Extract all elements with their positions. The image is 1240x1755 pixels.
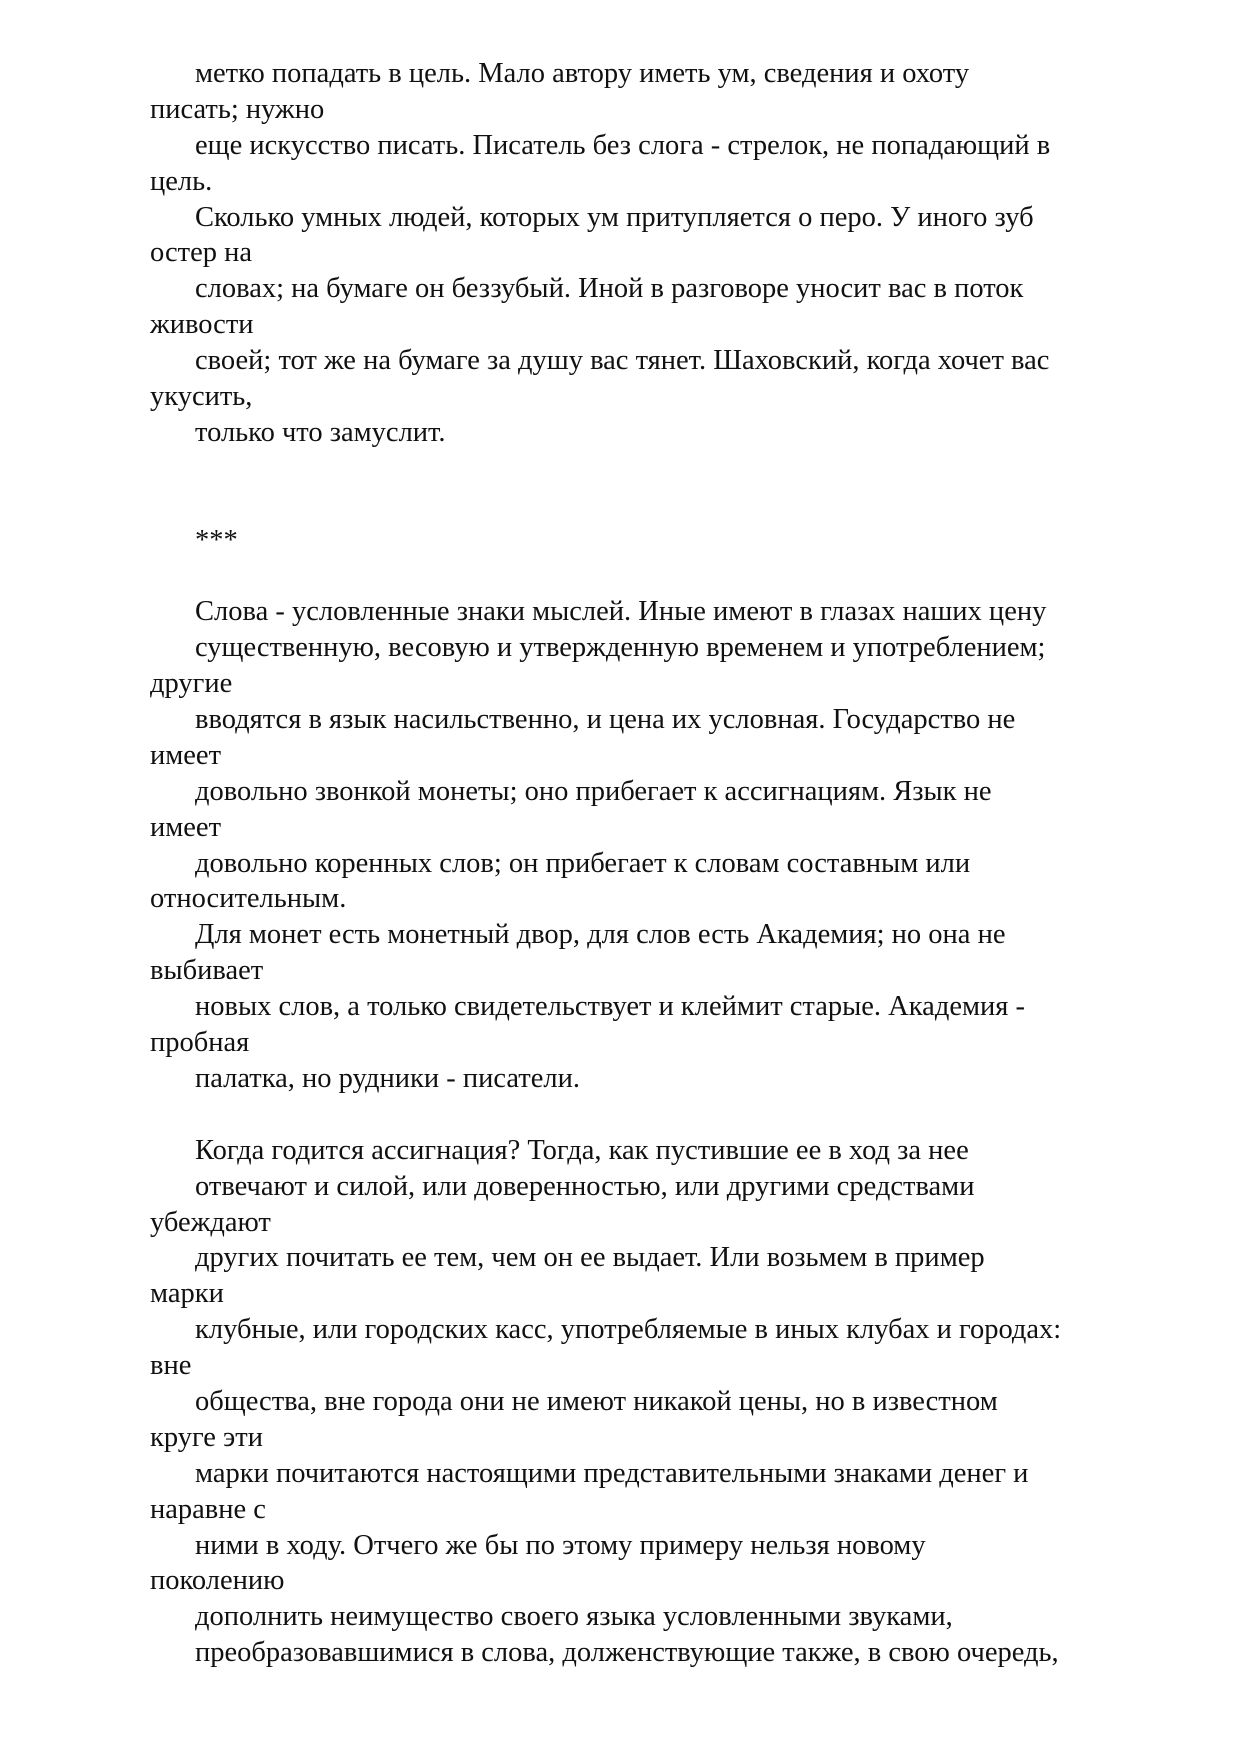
text-line: новых слов, а только свидетельствует и клеймит старые. Академия - [195, 991, 1025, 1023]
paragraph-section-3 [150, 1133, 1160, 1671]
text-line: другие [150, 668, 233, 700]
text-line: Для монет есть монетный двор, для слов есть Академия; но она не [195, 919, 1006, 951]
text-line: ними в ходу. Отчего же бы по этому примеру нельзя новому [195, 1529, 926, 1561]
text-line: вне [150, 1350, 192, 1382]
paragraph-section-1 [150, 56, 1160, 451]
text-line: круге эти [150, 1421, 263, 1453]
text-line: марки [150, 1278, 224, 1310]
text-line: Слова - условленные знаки мыслей. Иные имеют в глазах наших цену [195, 596, 1047, 628]
text-line: только что замуслит. [195, 416, 446, 448]
blank-line [150, 451, 1160, 487]
text-line: живости [150, 309, 254, 341]
text-line: палатка, но рудники - писатели. [195, 1062, 580, 1094]
text-line: словах; на бумаге он беззубый. Иной в разговоре уносит вас в поток [195, 273, 1024, 305]
text-line: метко попадать в цель. Мало автору иметь ум, сведения и охоту [195, 58, 970, 89]
blank-line [150, 487, 1160, 523]
text-line: цель. [150, 165, 213, 197]
section-separator: *** [195, 524, 238, 556]
blank-line [150, 1097, 1160, 1133]
text-line: еще искусство писать. Писатель без слога - стрелок, не попадающий в [195, 129, 1051, 161]
text-line: преобразовавшимися в слова, долженствующие также, в свою очередь, [195, 1637, 1059, 1669]
text-line: имеет [150, 811, 222, 843]
text-line: укусить, [150, 381, 253, 413]
text-line: марки почитаются настоящими представительными знаками денег и [195, 1457, 1029, 1489]
text-line: существенную, весовую и утвержденную временем и употреблением; [195, 632, 1046, 664]
text-line: общества, вне города они не имеют никакой цены, но в известном [195, 1385, 998, 1417]
text-line: других почитать ее тем, чем он ее выдает. Или возьмем в пример [195, 1242, 985, 1274]
text-line: имеет [150, 739, 222, 771]
text-line: наравне с [150, 1493, 266, 1525]
text-line: писать; нужно [150, 93, 325, 125]
text-line: относительным. [150, 883, 347, 915]
text-line: убеждают [150, 1206, 271, 1238]
text-line: довольно звонкой монеты; оно прибегает к ассигнациям. Язык не [195, 775, 992, 807]
text-line: клубные, или городских касс, употребляемые в иных клубах и городах: [195, 1314, 1062, 1346]
text-line: вводятся в язык насильственно, и цена их условная. Государство не [195, 704, 1016, 736]
document-page [150, 56, 1160, 1671]
text-line: Когда годится ассигнация? Тогда, как пустившие ее в ход за нее [195, 1134, 969, 1166]
text-line: выбивает [150, 955, 264, 987]
text-line: Сколько умных людей, которых ум притупляется о перо. У иного зуб [195, 201, 1034, 233]
text-line: отвечают и силой, или доверенностью, или другими средствами [195, 1170, 975, 1202]
text-line: поколению [150, 1565, 285, 1597]
paragraph-section-2 [150, 594, 1160, 1096]
text-line: своей; тот же на бумаге за душу вас тянет. Шаховский, когда хочет вас [195, 345, 1050, 377]
text-line: остер на [150, 237, 252, 269]
text-line: довольно коренных слов; он прибегает к словам составным или [195, 847, 971, 879]
text-line: пробная [150, 1027, 250, 1059]
blank-line [150, 558, 1160, 594]
text-line: дополнить неимущество своего языка условленными звуками, [195, 1601, 953, 1633]
